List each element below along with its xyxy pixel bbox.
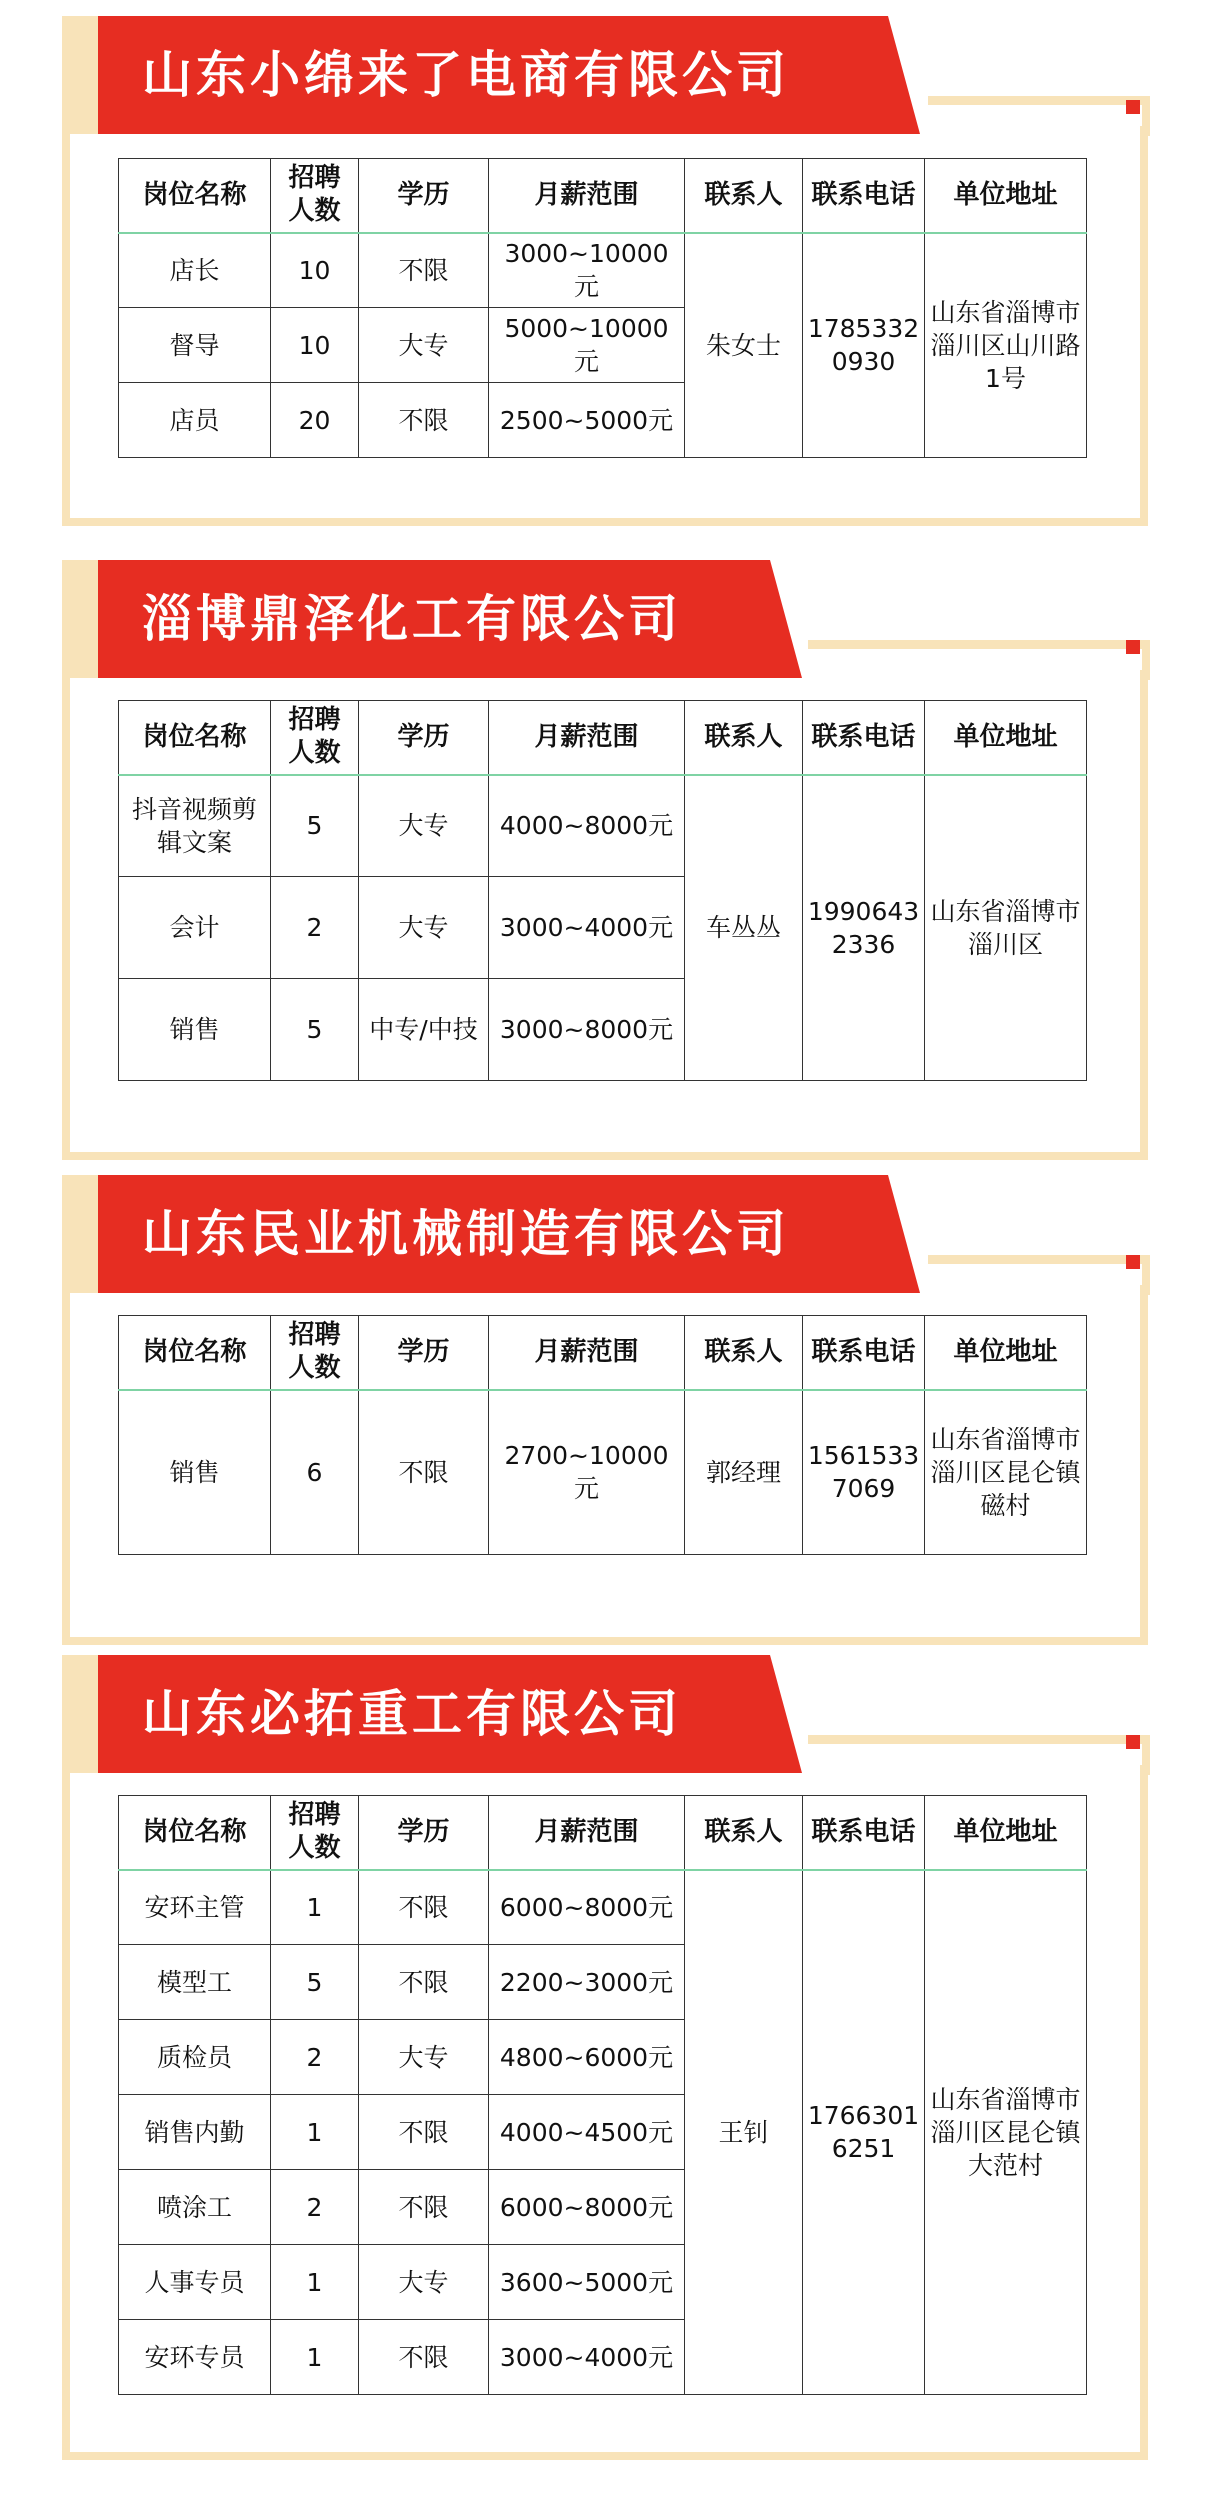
cell-count: 2 — [271, 2020, 359, 2095]
cell-education: 不限 — [359, 2320, 489, 2395]
frame-right-edge — [1142, 96, 1150, 136]
cell-count: 2 — [271, 2170, 359, 2245]
header-salary: 月薪范围 — [489, 701, 685, 775]
header-contact: 联系人 — [685, 1316, 803, 1390]
cell-salary: 4800~6000元 — [489, 2020, 685, 2095]
cell-contact: 王钊 — [685, 1870, 803, 2395]
frame-top-line — [808, 1735, 1150, 1744]
header-salary: 月薪范围 — [489, 1796, 685, 1870]
cell-position: 安环专员 — [119, 2320, 271, 2395]
cell-position: 安环主管 — [119, 1870, 271, 1945]
cell-position: 模型工 — [119, 1945, 271, 2020]
header-contact: 联系人 — [685, 159, 803, 233]
jobs-table — [118, 700, 1087, 1081]
cell-education: 中专/中技 — [359, 979, 489, 1081]
cell-position: 店员 — [119, 383, 271, 458]
header-address: 单位地址 — [925, 1316, 1087, 1390]
cell-address: 山东省淄博市淄川区山川路1号 — [925, 233, 1087, 458]
frame-right-edge — [1142, 640, 1150, 680]
table-row — [119, 775, 1087, 877]
cell-count: 1 — [271, 1870, 359, 1945]
table-header-row — [119, 701, 1087, 775]
corner-dot — [1126, 100, 1140, 114]
table-row — [119, 1390, 1087, 1555]
cell-salary: 4000~8000元 — [489, 775, 685, 877]
cell-phone: 1766301 6251 — [803, 1870, 925, 2395]
cell-contact: 车丛丛 — [685, 775, 803, 1081]
header-address: 单位地址 — [925, 701, 1087, 775]
header-salary: 月薪范围 — [489, 159, 685, 233]
frame-right-edge — [1142, 1255, 1150, 1295]
cell-contact: 朱女士 — [685, 233, 803, 458]
cell-salary: 3000~4000元 — [489, 2320, 685, 2395]
cell-phone: 1785332 0930 — [803, 233, 925, 458]
jobs-table — [118, 1795, 1087, 2395]
cell-salary: 3600~5000元 — [489, 2245, 685, 2320]
cell-address: 山东省淄博市淄川区 — [925, 775, 1087, 1081]
header-position: 岗位名称 — [119, 159, 271, 233]
cell-education: 不限 — [359, 383, 489, 458]
jobs-table — [118, 158, 1087, 458]
cell-salary: 4000~4500元 — [489, 2095, 685, 2170]
cell-salary: 5000~10000元 — [489, 308, 685, 383]
company-banner — [62, 1175, 920, 1293]
header-count: 招聘 人数 — [271, 159, 359, 233]
cell-education: 不限 — [359, 1870, 489, 1945]
frame-top-line — [928, 1255, 1150, 1264]
cell-position: 人事专员 — [119, 2245, 271, 2320]
cell-count: 1 — [271, 2245, 359, 2320]
cell-position: 销售内勤 — [119, 2095, 271, 2170]
cell-education: 不限 — [359, 2095, 489, 2170]
cell-salary: 3000~4000元 — [489, 877, 685, 979]
header-phone: 联系电话 — [803, 1316, 925, 1390]
corner-dot — [1126, 1255, 1140, 1269]
cell-education: 大专 — [359, 308, 489, 383]
banner-tab — [62, 1175, 98, 1293]
cell-education: 不限 — [359, 233, 489, 308]
cell-phone: 1561533 7069 — [803, 1390, 925, 1555]
cell-count: 10 — [271, 233, 359, 308]
company-name: 山东小绵来了电商有限公司 — [142, 46, 790, 104]
header-count: 招聘 人数 — [271, 1796, 359, 1870]
cell-address: 山东省淄博市淄川区昆仑镇大范村 — [925, 1870, 1087, 2395]
cell-address: 山东省淄博市淄川区昆仑镇磁村 — [925, 1390, 1087, 1555]
company-banner — [62, 560, 802, 678]
cell-count: 1 — [271, 2320, 359, 2395]
cell-position: 销售 — [119, 979, 271, 1081]
company-name: 淄博鼎泽化工有限公司 — [142, 590, 682, 648]
company-banner — [62, 16, 920, 134]
table-row — [119, 1870, 1087, 1945]
cell-count: 6 — [271, 1390, 359, 1555]
header-count: 招聘 人数 — [271, 1316, 359, 1390]
banner-tab — [62, 16, 98, 134]
frame-right-edge — [1142, 1735, 1150, 1775]
frame-top-line — [808, 640, 1150, 649]
cell-education: 不限 — [359, 1390, 489, 1555]
cell-education: 大专 — [359, 2245, 489, 2320]
cell-count: 5 — [271, 775, 359, 877]
cell-position: 督导 — [119, 308, 271, 383]
header-phone: 联系电话 — [803, 1796, 925, 1870]
cell-phone: 1990643 2336 — [803, 775, 925, 1081]
header-address: 单位地址 — [925, 159, 1087, 233]
company-banner — [62, 1655, 802, 1773]
header-phone: 联系电话 — [803, 701, 925, 775]
header-contact: 联系人 — [685, 1796, 803, 1870]
cell-position: 抖音视频剪辑文案 — [119, 775, 271, 877]
jobs-table — [118, 1315, 1087, 1555]
header-contact: 联系人 — [685, 701, 803, 775]
cell-position: 会计 — [119, 877, 271, 979]
corner-dot — [1126, 1735, 1140, 1749]
cell-education: 大专 — [359, 877, 489, 979]
table-header-row — [119, 159, 1087, 233]
header-salary: 月薪范围 — [489, 1316, 685, 1390]
cell-count: 5 — [271, 1945, 359, 2020]
cell-education: 不限 — [359, 1945, 489, 2020]
frame-top-line — [928, 96, 1150, 105]
header-education: 学历 — [359, 159, 489, 233]
banner-tab — [62, 560, 98, 678]
header-position: 岗位名称 — [119, 1316, 271, 1390]
header-count: 招聘 人数 — [271, 701, 359, 775]
cell-education: 大专 — [359, 2020, 489, 2095]
header-education: 学历 — [359, 701, 489, 775]
cell-position: 店长 — [119, 233, 271, 308]
header-phone: 联系电话 — [803, 159, 925, 233]
cell-salary: 6000~8000元 — [489, 2170, 685, 2245]
table-header-row — [119, 1796, 1087, 1870]
cell-salary: 3000~10000元 — [489, 233, 685, 308]
cell-position: 质检员 — [119, 2020, 271, 2095]
corner-dot — [1126, 640, 1140, 654]
header-position: 岗位名称 — [119, 1796, 271, 1870]
header-education: 学历 — [359, 1316, 489, 1390]
header-education: 学历 — [359, 1796, 489, 1870]
cell-education: 不限 — [359, 2170, 489, 2245]
table-row — [119, 233, 1087, 308]
cell-salary: 2200~3000元 — [489, 1945, 685, 2020]
cell-salary: 2500~5000元 — [489, 383, 685, 458]
cell-count: 20 — [271, 383, 359, 458]
cell-count: 10 — [271, 308, 359, 383]
table-header-row — [119, 1316, 1087, 1390]
cell-salary: 6000~8000元 — [489, 1870, 685, 1945]
cell-position: 喷涂工 — [119, 2170, 271, 2245]
company-name: 山东必拓重工有限公司 — [142, 1685, 682, 1743]
cell-education: 大专 — [359, 775, 489, 877]
cell-position: 销售 — [119, 1390, 271, 1555]
cell-count: 1 — [271, 2095, 359, 2170]
cell-salary: 2700~10000元 — [489, 1390, 685, 1555]
cell-count: 2 — [271, 877, 359, 979]
banner-tab — [62, 1655, 98, 1773]
header-address: 单位地址 — [925, 1796, 1087, 1870]
cell-salary: 3000~8000元 — [489, 979, 685, 1081]
cell-contact: 郭经理 — [685, 1390, 803, 1555]
cell-count: 5 — [271, 979, 359, 1081]
company-name: 山东民业机械制造有限公司 — [142, 1205, 790, 1263]
header-position: 岗位名称 — [119, 701, 271, 775]
